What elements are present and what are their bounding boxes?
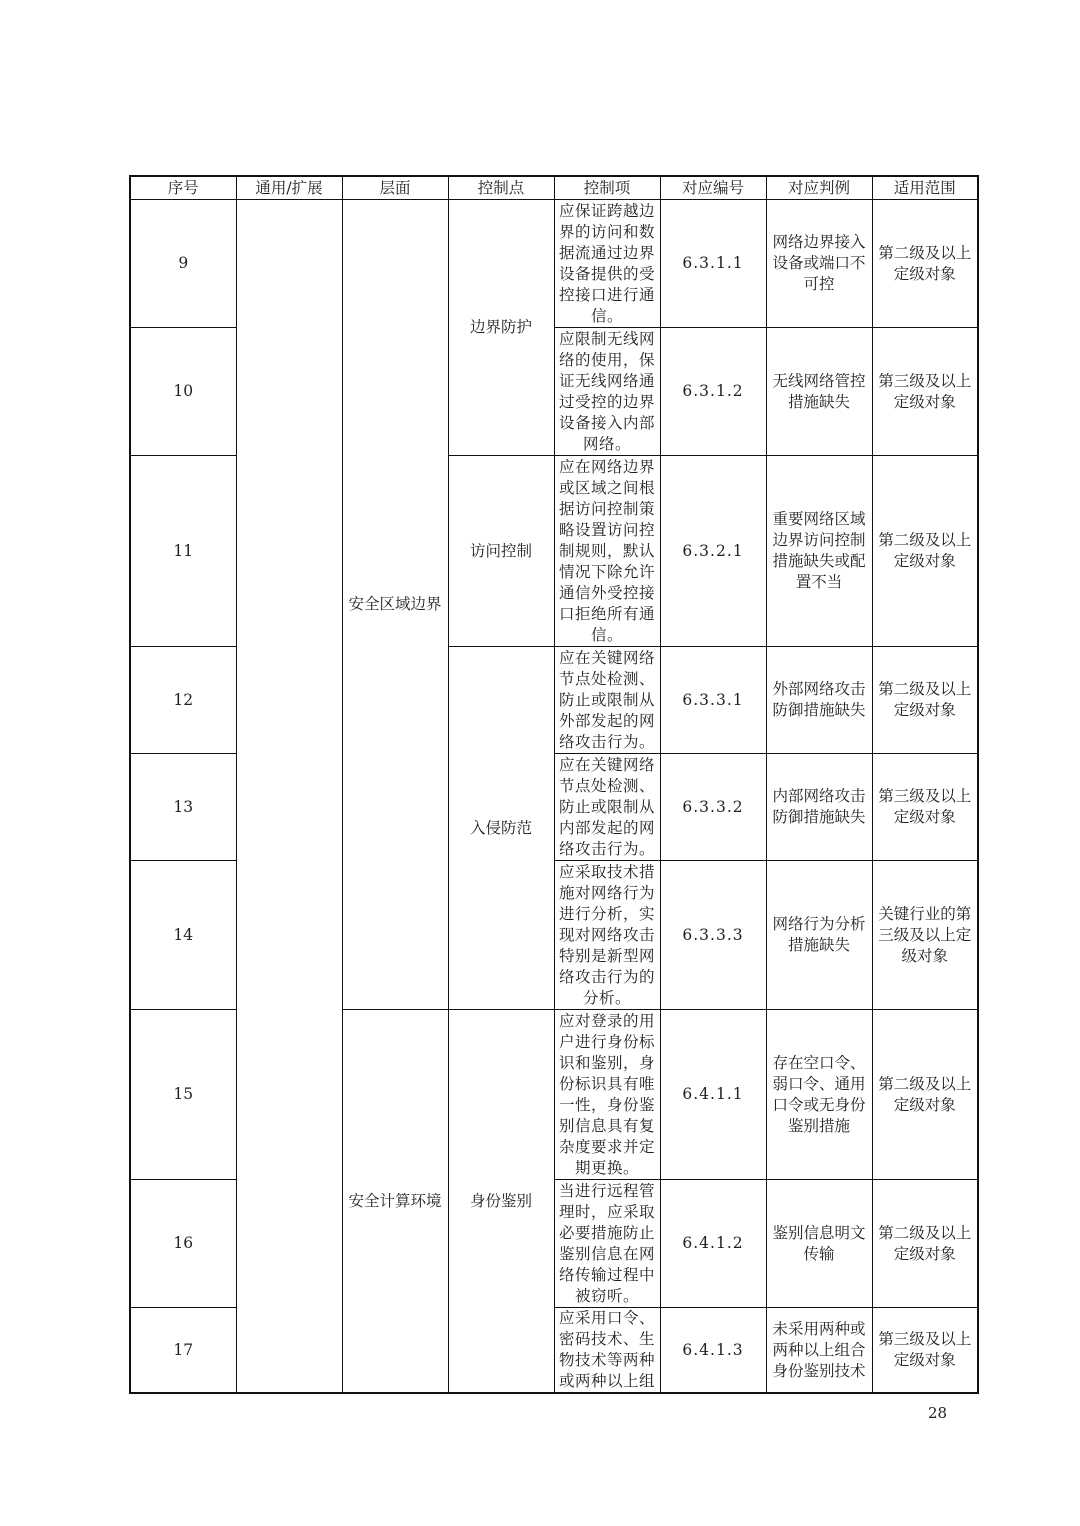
case-cell: 重要网络区域边界访问控制措施缺失或配置不当 [766, 456, 872, 647]
code-cell: 6.4.1.2 [660, 1180, 766, 1308]
control-item-cell: 应在网络边界或区域之间根据访问控制策略设置访问控制规则，默认情况下除允许通信外受控接口拒绝所有通信。 [554, 456, 660, 647]
scope-cell: 第二级及以上定级对象 [872, 456, 978, 647]
scope-cell: 第三级及以上定级对象 [872, 754, 978, 861]
code-cell: 6.3.3.1 [660, 647, 766, 754]
code-cell: 6.3.1.1 [660, 200, 766, 328]
row-serial: 12 [130, 647, 236, 754]
header-general-extension: 通用/扩展 [236, 176, 342, 200]
code-cell: 6.3.3.3 [660, 861, 766, 1010]
control-item-cell: 应保证跨越边界的访问和数据流通过边界设备提供的受控接口进行通信。 [554, 200, 660, 328]
control-item-cell: 应采用口令、密码技术、生物技术等两种或两种以上组 [554, 1308, 660, 1394]
row-serial: 10 [130, 328, 236, 456]
control-item-cell: 应采取技术措施对网络行为进行分析，实现对网络攻击特别是新型网络攻击行为的分析。 [554, 861, 660, 1010]
row-serial: 15 [130, 1010, 236, 1180]
case-cell: 网络边界接入设备或端口不可控 [766, 200, 872, 328]
case-cell: 内部网络攻击防御措施缺失 [766, 754, 872, 861]
code-cell: 6.3.1.2 [660, 328, 766, 456]
control-item-cell: 应在关键网络节点处检测、防止或限制从内部发起的网络攻击行为。 [554, 754, 660, 861]
row-serial: 14 [130, 861, 236, 1010]
row-serial: 9 [130, 200, 236, 328]
row-serial: 17 [130, 1308, 236, 1394]
control-point-cell: 入侵防范 [448, 647, 554, 1010]
layer-cell: 安全区域边界 [342, 200, 448, 1010]
code-cell: 6.4.1.1 [660, 1010, 766, 1180]
header-scope: 适用范围 [872, 176, 978, 200]
scope-cell: 第二级及以上定级对象 [872, 1010, 978, 1180]
case-cell: 存在空口令、弱口令、通用口令或无身份鉴别措施 [766, 1010, 872, 1180]
table-row [130, 200, 978, 328]
scope-cell: 关键行业的第三级及以上定级对象 [872, 861, 978, 1010]
header-control-item: 控制项 [554, 176, 660, 200]
row-serial: 16 [130, 1180, 236, 1308]
scope-cell: 第二级及以上定级对象 [872, 200, 978, 328]
case-cell: 网络行为分析措施缺失 [766, 861, 872, 1010]
header-case: 对应判例 [766, 176, 872, 200]
case-cell: 未采用两种或两种以上组合身份鉴别技术 [766, 1308, 872, 1394]
header-layer: 层面 [342, 176, 448, 200]
case-cell: 鉴别信息明文传输 [766, 1180, 872, 1308]
layer-cell: 安全计算环境 [342, 1010, 448, 1394]
control-item-cell: 应对登录的用户进行身份标识和鉴别，身份标识具有唯一性，身份鉴别信息具有复杂度要求并定期更换。 [554, 1010, 660, 1180]
control-point-cell: 身份鉴别 [448, 1010, 554, 1394]
general-extension-cell [236, 200, 342, 1394]
table-header [130, 176, 978, 200]
control-item-cell: 当进行远程管理时，应采取必要措施防止鉴别信息在网络传输过程中被窃听。 [554, 1180, 660, 1308]
scope-cell: 第三级及以上定级对象 [872, 328, 978, 456]
code-cell: 6.3.2.1 [660, 456, 766, 647]
case-cell: 外部网络攻击防御措施缺失 [766, 647, 872, 754]
control-point-cell: 访问控制 [448, 456, 554, 647]
code-cell: 6.3.3.2 [660, 754, 766, 861]
page-number: 28 [928, 1404, 948, 1422]
code-cell: 6.4.1.3 [660, 1308, 766, 1394]
control-items-table [129, 175, 979, 1394]
header-control-point: 控制点 [448, 176, 554, 200]
case-cell: 无线网络管控措施缺失 [766, 328, 872, 456]
scope-cell: 第二级及以上定级对象 [872, 1180, 978, 1308]
control-point-cell: 边界防护 [448, 200, 554, 456]
header-code: 对应编号 [660, 176, 766, 200]
row-serial: 11 [130, 456, 236, 647]
scope-cell: 第三级及以上定级对象 [872, 1308, 978, 1394]
header-serial: 序号 [130, 176, 236, 200]
control-item-cell: 应限制无线网络的使用，保证无线网络通过受控的边界设备接入内部网络。 [554, 328, 660, 456]
row-serial: 13 [130, 754, 236, 861]
scope-cell: 第二级及以上定级对象 [872, 647, 978, 754]
control-item-cell: 应在关键网络节点处检测、防止或限制从外部发起的网络攻击行为。 [554, 647, 660, 754]
